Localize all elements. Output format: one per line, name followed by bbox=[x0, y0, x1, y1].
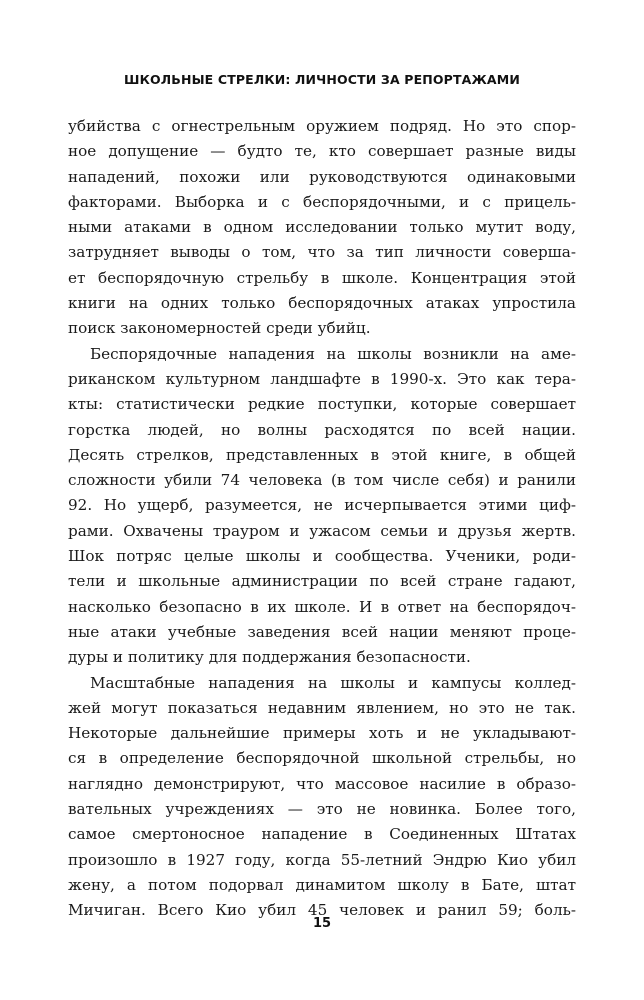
text-line: ное допущение — будто те, кто совершает разные виды bbox=[68, 142, 576, 161]
text-line: Некоторые дальнейшие примеры хоть и не укладывают- bbox=[68, 724, 576, 743]
running-head: ШКОЛЬНЫЕ СТРЕЛКИ: ЛИЧНОСТИ ЗА РЕПОРТАЖАМИ bbox=[124, 72, 520, 87]
text-line: Беспорядочные нападения на школы возникли на аме- bbox=[90, 344, 576, 363]
text-line: жей могут показаться недавним явлением, но это не так. bbox=[68, 698, 576, 717]
text-line: затрудняет выводы о том, что за тип личности соверша- bbox=[68, 243, 576, 262]
text-line: горстка людей, но волны расходятся по всей нации. bbox=[68, 420, 576, 439]
text-line: жену, а потом подорвал динамитом школу в Бате, штат bbox=[68, 875, 576, 894]
text-line: книги на одних только беспорядочных атаках упростила bbox=[68, 294, 576, 313]
body-text bbox=[68, 114, 576, 924]
text-line: произошло в 1927 году, когда 55-летний Эндрю Кио убил bbox=[68, 850, 576, 869]
text-line: Мичиган. Всего Кио убил 45 человек и ранил 59; боль- bbox=[68, 901, 576, 920]
page-number: 15 bbox=[312, 916, 332, 931]
text-line: ет беспорядочную стрельбу в школе. Концентрация этой bbox=[68, 268, 576, 287]
text-line: Шок потряс целые школы и сообщества. Ученики, роди- bbox=[68, 547, 576, 566]
text-line: рами. Охвачены трауром и ужасом семьи и друзья жертв. bbox=[68, 521, 576, 540]
text-line: ные атаки учебные заведения всей нации меняют проце- bbox=[68, 622, 576, 641]
text-line: Масштабные нападения на школы и кампусы коллед- bbox=[90, 673, 576, 692]
text-line: ными атаками в одном исследовании только мутит воду, bbox=[68, 218, 576, 237]
text-line: наглядно демонстрируют, что массовое насилие в образо- bbox=[68, 774, 576, 793]
text-line: насколько безопасно в их школе. И в ответ на беспорядоч- bbox=[68, 597, 576, 616]
text-line: поиск закономерностей среди убийц. bbox=[68, 319, 371, 338]
text-line: вательных учреждениях — это не новинка. Более того, bbox=[68, 800, 576, 819]
text-line: ся в определение беспорядочной школьной стрельбы, но bbox=[68, 749, 576, 768]
text-line: факторами. Выборка и с беспорядочными, и с прицель- bbox=[68, 192, 576, 211]
text-line: дуры и политику для поддержания безопасности. bbox=[68, 648, 471, 667]
text-line: риканском культурном ландшафте в 1990-х. Это как тера- bbox=[68, 369, 576, 388]
text-line: Десять стрелков, представленных в этой книге, в общей bbox=[68, 445, 576, 464]
text-line: тели и школьные администрации по всей стране гадают, bbox=[68, 572, 576, 591]
text-line: сложности убили 74 человека (в том числе себя) и ранили bbox=[68, 471, 576, 490]
paragraph-2 bbox=[68, 342, 576, 671]
text-line: убийства с огнестрельным оружием подряд. Но это спор- bbox=[68, 117, 576, 135]
text-line: самое смертоносное нападение в Соединенных Штатах bbox=[68, 825, 576, 844]
text-line: нападений, похожи или руководствуются одинаковыми bbox=[68, 167, 576, 186]
text-line: 92. Но ущерб, разумеется, не исчерпывается этими циф- bbox=[68, 496, 576, 515]
paragraph-3 bbox=[68, 671, 576, 924]
text-line: кты: статистически редкие поступки, которые совершает bbox=[68, 395, 576, 414]
paragraph-1 bbox=[68, 114, 576, 342]
